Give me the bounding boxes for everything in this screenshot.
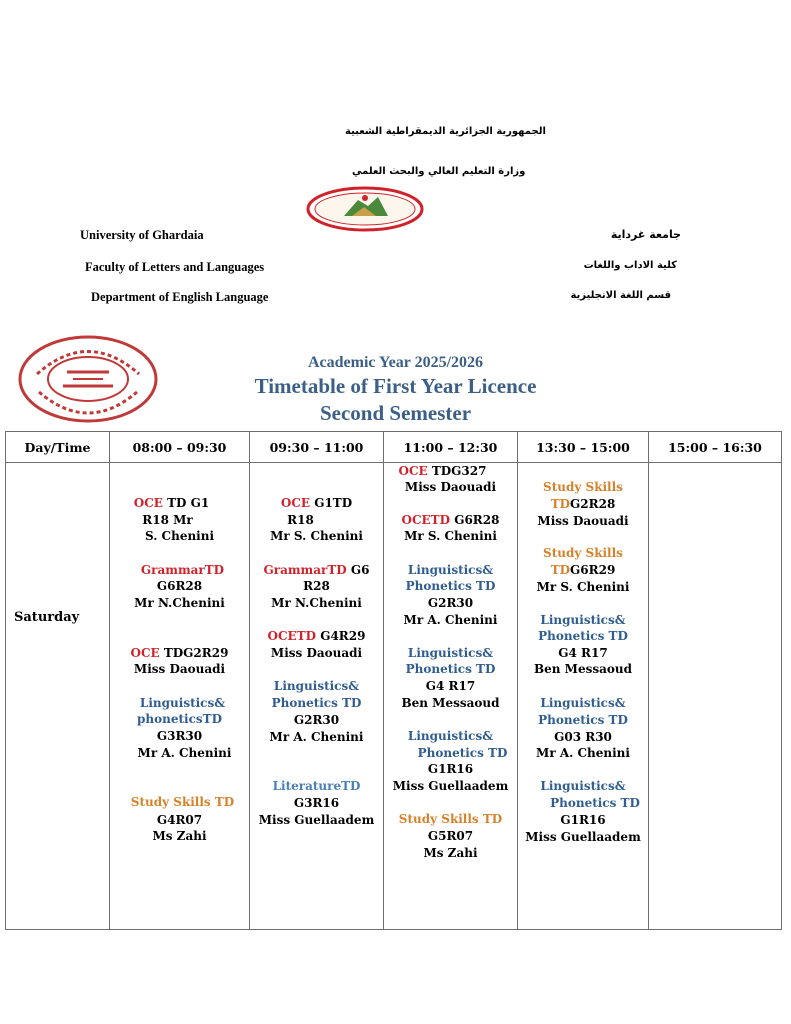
- session-teacher: Ben Messaoud: [533, 662, 632, 676]
- session-entry: GrammarTD G6: [263, 563, 370, 577]
- session-subject: Phonetics TD: [417, 746, 508, 760]
- session-group: G2R30: [427, 596, 474, 610]
- session-subject: Phonetics TD: [405, 662, 496, 676]
- session-teacher: Mr S. Chenini: [404, 529, 497, 543]
- session-teacher: Ms Zahi: [152, 829, 207, 843]
- timetable-table: [5, 431, 782, 930]
- session-group: G3R30: [156, 729, 203, 743]
- arabic-republic-line: الجمهورية الجزائرية الديمقراطية الشعبية: [345, 126, 546, 137]
- session-teacher: Miss Daouadi: [133, 662, 226, 676]
- session-room: R28: [303, 579, 330, 593]
- session-teacher: Miss Guellaadem: [392, 779, 509, 793]
- session-entry: TDG2R28: [550, 497, 616, 511]
- saturday-row: [6, 463, 782, 930]
- session-subject: Phonetics TD: [538, 713, 628, 727]
- header-slot-5: 15:00 – 16:30: [649, 432, 782, 463]
- slot-1-cell: [110, 463, 249, 929]
- session-group: G4 R17: [558, 646, 608, 660]
- session-subject: Linguistics&: [273, 679, 360, 693]
- session-group: G6R28: [156, 579, 203, 593]
- session-subject: Study Skills: [543, 546, 623, 560]
- timetable-title: Timetable of First Year Licence: [254, 374, 537, 398]
- session-teacher: Ben Messaoud: [401, 696, 500, 710]
- slot-5-cell: [649, 463, 781, 929]
- session-teacher: Mr A. Chenini: [403, 613, 498, 627]
- session-teacher: Mr A. Chenini: [137, 746, 232, 760]
- session-group: G3R16: [293, 796, 340, 810]
- session-subject: Phonetics TD: [271, 696, 362, 710]
- university-name-ar: جامعة غرداية: [610, 228, 681, 241]
- session-entry: OCE TDG327: [398, 464, 487, 478]
- session-subject: phoneticsTD: [137, 712, 222, 726]
- session-subject: Linguistics&: [540, 613, 626, 627]
- session-group: G1R16: [427, 762, 474, 776]
- session-teacher: Mr A. Chenini: [536, 746, 630, 760]
- slot-2-cell: [250, 463, 383, 929]
- day-cell: [6, 463, 109, 929]
- arabic-ministry-line: وزارة التعليم العالي والبحث العلمي: [352, 166, 526, 177]
- header-slot-2: 09:30 – 11:00: [250, 432, 384, 463]
- session-subject: Linguistics&: [407, 646, 494, 660]
- header-row: [6, 432, 782, 463]
- session-group: G4R07: [156, 813, 203, 827]
- session-teacher: Miss Guellaadem: [525, 830, 641, 844]
- session-room: R18 Mr: [142, 513, 193, 527]
- session-subject: LiteratureTD: [272, 779, 361, 793]
- session-subject: Study Skills TD: [398, 812, 503, 826]
- session-subject: Phonetics TD: [538, 629, 628, 643]
- session-entry: OCETD G6R28: [401, 513, 500, 527]
- slot-4-cell: [518, 463, 648, 929]
- header-slot-3: 11:00 – 12:30: [384, 432, 518, 463]
- session-entry: OCE TDG2R29: [130, 646, 229, 660]
- session-entry: OCE TD G1: [133, 496, 210, 510]
- session-group: G1R16: [560, 813, 606, 827]
- session-subject: Study Skills: [543, 480, 623, 494]
- session-subject: Linguistics&: [540, 779, 626, 793]
- day-label: Saturday: [14, 610, 80, 625]
- session-teacher: Mr S. Chenini: [536, 580, 630, 594]
- header-day-time: Day/Time: [6, 432, 110, 463]
- slot-3-cell: [384, 463, 517, 929]
- session-subject: Phonetics TD: [405, 579, 496, 593]
- session-room: R18: [287, 513, 314, 527]
- session-group: G2R30: [293, 713, 340, 727]
- university-logo: [306, 186, 424, 232]
- session-teacher: Mr A. Chenini: [269, 730, 364, 744]
- session-subject: Linguistics&: [407, 729, 494, 743]
- session-teacher: Miss Daouadi: [537, 514, 629, 528]
- session-subject: GrammarTD: [140, 563, 225, 577]
- session-teacher: Miss Guellaadem: [258, 813, 375, 827]
- department-name-ar: قسم اللغة الانجليزية: [570, 290, 671, 301]
- session-group: G4 R17: [425, 679, 476, 693]
- header-slot-1: 08:00 – 09:30: [110, 432, 250, 463]
- session-subject: Study Skills TD: [130, 795, 235, 809]
- faculty-name-en: Faculty of Letters and Languages: [85, 260, 265, 274]
- department-name-en: Department of English Language: [91, 290, 269, 304]
- session-teacher: Mr N.Chenini: [134, 596, 225, 610]
- session-teacher: Ms Zahi: [423, 846, 478, 860]
- session-teacher: Mr S. Chenini: [270, 529, 363, 543]
- session-teacher: Miss Daouadi: [270, 646, 363, 660]
- session-subject: Phonetics TD: [550, 796, 640, 810]
- session-entry: TDG6R29: [550, 563, 616, 577]
- session-group: G03 R30: [554, 730, 612, 744]
- session-group: G5R07: [427, 829, 474, 843]
- session-teacher: Mr N.Chenini: [271, 596, 362, 610]
- session-subject: Linguistics&: [407, 563, 494, 577]
- session-teacher: Miss Daouadi: [404, 480, 497, 494]
- header-slot-4: 13:30 – 15:00: [518, 432, 649, 463]
- session-entry: OCE G1TD: [280, 496, 353, 510]
- university-name-en: University of Ghardaia: [80, 228, 204, 242]
- semester-title: Second Semester: [319, 401, 472, 425]
- session-teacher: S. Chenini: [144, 529, 215, 543]
- session-entry: OCETD G4R29: [267, 629, 366, 643]
- session-subject: Linguistics&: [540, 696, 626, 710]
- academic-year-title: Academic Year 2025/2026: [307, 354, 484, 371]
- session-subject: Linguistics&: [139, 696, 226, 710]
- faculty-name-ar: كلية الاداب واللغات: [583, 260, 677, 271]
